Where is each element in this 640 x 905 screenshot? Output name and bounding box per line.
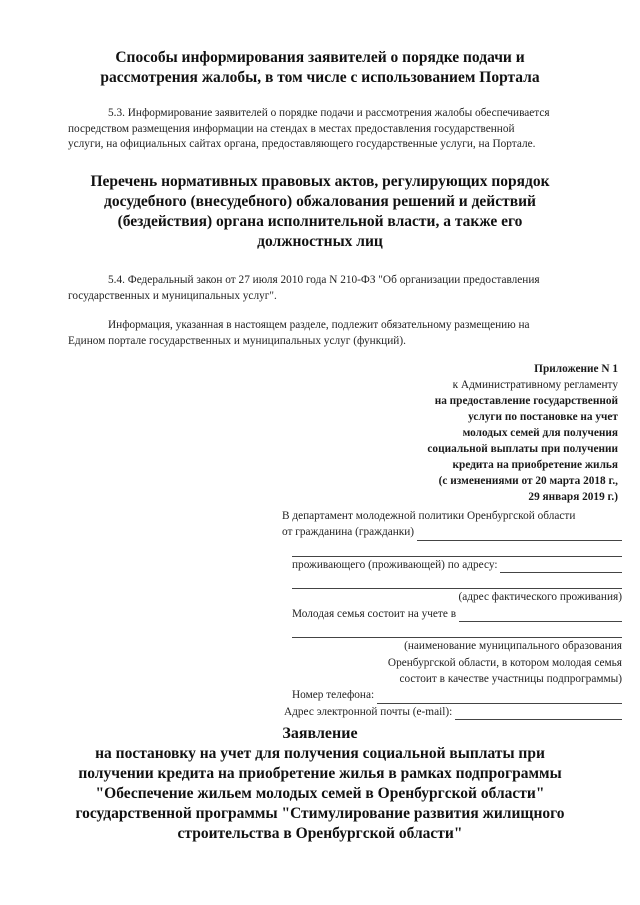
citizen-name-field[interactable] (417, 528, 622, 541)
phone-row (282, 687, 622, 703)
citizen-name-field-continued[interactable] (292, 544, 622, 557)
paragraph-line: 5.3. Информирование заявителей о порядке подачи и рассмотрения жалобы обеспечивается (108, 107, 550, 119)
heading-line: (бездействия) органа исполнительной власти, а также его (117, 213, 523, 230)
email-field[interactable] (455, 707, 622, 720)
address-caption: (адрес фактического проживания) (458, 591, 622, 604)
to-department-line (282, 508, 622, 524)
family-registered-label: Молодая семья состоит на учете в (292, 607, 457, 620)
statement-line: "Обеспечение жильем молодых семей в Оренбургской области" (95, 785, 545, 802)
residing-label: проживающего (проживающей) по адресу: (292, 558, 498, 571)
from-citizen-row (282, 524, 622, 540)
application-header-form (282, 508, 622, 720)
heading-line: Перечень нормативных правовых актов, регулирующих порядок (90, 173, 550, 190)
appendix-line: 29 января 2019 г.) (528, 491, 618, 503)
appendix-line: кредита на приобретение жилья (452, 459, 618, 471)
phone-label: Номер телефона: (292, 689, 375, 702)
municipality-continuation-row (282, 622, 622, 638)
statement-line: государственной программы "Стимулирование развития жилищного (75, 805, 565, 822)
appendix-block (318, 361, 618, 505)
municipality-caption-line: состоит в качестве участницы подпрограммы) (399, 672, 622, 685)
to-department-label: В департамент молодежной политики Оренбургской области (282, 510, 576, 522)
paragraph-line: услуги, на официальных сайтах органа, предоставляющего государственные услуги, на Портале. (68, 138, 536, 150)
appendix-line: (с изменениями от 20 марта 2018 г., (438, 475, 618, 487)
address-continuation-row (282, 573, 622, 589)
appendix-line: на предоставление государственной (434, 395, 618, 407)
statement-title: Заявление (282, 725, 358, 742)
statement-heading (40, 724, 600, 844)
statement-line: строительства в Оренбургской области" (177, 825, 463, 842)
heading-line: рассмотрения жалобы, в том числе с использованием Портала (100, 69, 540, 86)
informing-heading (40, 48, 600, 88)
acts-heading (40, 172, 600, 252)
citizen-name-continuation-row (282, 541, 622, 557)
appendix-title: Приложение N 1 (534, 363, 618, 375)
from-citizen-label: от гражданина (гражданки) (282, 526, 415, 539)
appendix-line: услуги по постановке на учет (468, 411, 618, 423)
email-label: Адрес электронной почты (e-mail): (284, 705, 453, 718)
informing-paragraph (68, 106, 618, 153)
paragraph-line: государственных и муниципальных услуг". (68, 289, 277, 302)
address-field[interactable] (500, 560, 622, 573)
heading-line: Способы информирования заявителей о порядке подачи и (115, 49, 525, 66)
appendix-line: социальной выплаты при получении (427, 443, 618, 455)
municipality-field[interactable] (459, 609, 622, 622)
phone-field[interactable] (377, 691, 622, 704)
municipality-field-continued[interactable] (292, 625, 622, 638)
acts-paragraph-info (68, 318, 618, 349)
paragraph-line: Едином портале государственных и муниципальных услуг (функций). (68, 334, 406, 347)
residing-row (282, 557, 622, 573)
statement-line: получении кредита на приобретение жилья в рамках подпрограммы (78, 765, 562, 782)
paragraph-line: посредством размещения информации на стендах в местах предоставления государственной (68, 122, 515, 135)
address-field-continued[interactable] (292, 576, 622, 589)
acts-paragraph-law (68, 273, 618, 304)
municipality-caption-line: (наименование муниципального образования (404, 640, 622, 653)
appendix-line: к Административному регламенту (452, 379, 618, 391)
heading-line: досудебного (внесудебного) обжалования решений и действий (104, 193, 536, 210)
appendix-line: молодых семей для получения (462, 427, 618, 439)
email-row (282, 704, 622, 720)
municipality-caption-line: Оренбургской области, в котором молодая семья (387, 656, 622, 669)
paragraph-line: Информация, указанная в настоящем разделе, подлежит обязательному размещению на (108, 319, 530, 331)
family-registered-row (282, 606, 622, 622)
paragraph-line: 5.4. Федеральный закон от 27 июля 2010 года N 210-ФЗ "Об организации предоставления (108, 274, 540, 286)
heading-line: должностных лиц (257, 233, 383, 250)
statement-line: на постановку на учет для получения социальной выплаты при (95, 745, 545, 762)
